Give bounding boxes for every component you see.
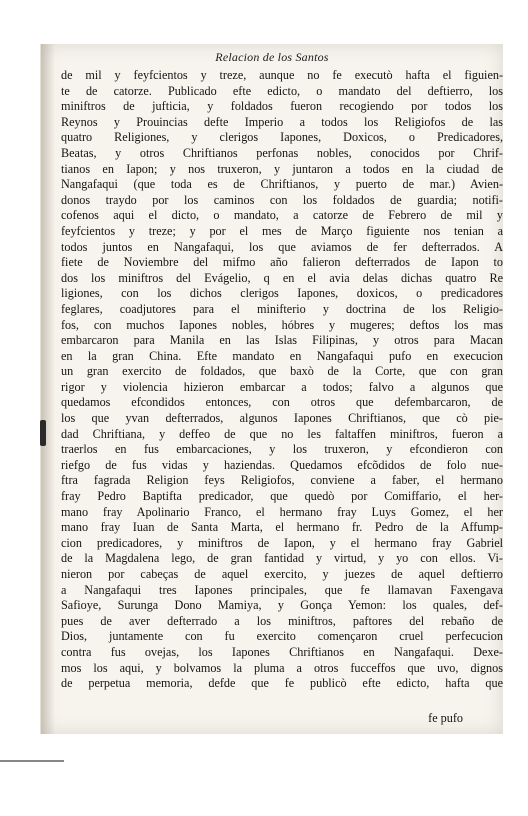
text-line: quedamos efcondidos entonces, con otros que defembarcaron, de	[61, 395, 503, 410]
text-line: Beatas, y otros Chriftianos perfonas nobles, conocidos por Chrif-	[61, 145, 503, 160]
text-line: a Nangafaqui tres Iapones principales, que fe llamavan Faxengava	[61, 582, 503, 597]
text-line: un gran exercito de foldados, que baxò de la Corte, que con gran	[61, 364, 503, 379]
text-line: Nangafaqui (que toda es de Chriftianos, y puerto de mar.) Avien-	[61, 177, 503, 192]
text-line: rigor y violencia hizieron embarcar a todos; falvo a algunos que	[61, 379, 503, 394]
text-line: fos, con muchos Iapones nobles, hóbres y mugeres; deftos los mas	[61, 317, 503, 332]
text-line: Reynos y Prouincias defte Imperio a todos los Religiofos de las	[61, 114, 503, 129]
text-line: donos traydo por los caminos con los foldados de guardia; notifi-	[61, 192, 503, 207]
body-text	[61, 68, 503, 692]
text-line: embarcaron para Manila en las Islas Filipinas, y otros para Macan	[61, 333, 503, 348]
book-page	[40, 44, 503, 734]
text-line: riefgo de fus vidas y haziendas. Quedamos efcõdidos de folo nue-	[61, 457, 503, 472]
text-line: contra fus ovejas, los Iapones Chriftianos en Nangafaqui. Dexe-	[61, 644, 503, 659]
text-line: nieron por cabeças de aquel exercito, y juezes de aquel deftierro	[61, 567, 503, 581]
text-line: traerlos en fus embarcaciones, y los truxeron, y efcondieron con	[61, 442, 503, 457]
text-line: Safioye, Surunga Dono Mamiya, y Gonça Yemon: los quales, def-	[61, 598, 503, 613]
text-line: cofenos aqui el dicto, o mandato, a catorze de Febrero de mil y	[61, 208, 503, 223]
text-line: de perpetua memoria, defde que fe publicò efte edicto, hafta que	[61, 676, 503, 691]
text-line: mano fray Iuan de Santa Marta, el hermano fr. Pedro de la Affump-	[61, 520, 503, 535]
text-line: mos los aqui, y bolvamos la pluma a otros fucceffos que uvo, dignos	[61, 660, 503, 675]
text-line: mano fray Apolinario Franco, el hermano fray Luys Gomez, el her	[61, 504, 503, 519]
text-line: de la Magdalena lego, de gran fantidad y virtud, y yo con ellos. Vi-	[61, 551, 503, 566]
catchword: fe pufo	[428, 711, 463, 725]
text-line: Dios, juntamente con fu exercito començaron cruel perfecucion	[61, 629, 503, 644]
scan-edge-mark	[40, 420, 46, 446]
text-line: cion predicadores, y miniftros de Iapon, y el hermano fray Gabriel	[61, 535, 503, 550]
text-line: fray Pedro Baptifta predicador, que quedò por Comiffario, el her-	[61, 489, 503, 504]
text-line: tianos en Iapon; y nos truxeron, y juntaron a todos en la ciudad de	[61, 161, 503, 176]
text-line: dad Chriftiana, y deffeo de que no les faltaffen miniftros, fueron a	[61, 426, 503, 441]
text-line: de mil y feyfcientos y treze, aunque no fe executò hafta el figuien-	[61, 68, 503, 82]
text-line: dos los miniftros del Evágelio, q en el avia delas dichas quatro Re	[61, 270, 503, 285]
text-line: pues de aver defterrado a los miniftros, paftores del rebaño de	[61, 613, 503, 628]
running-head: Relacion de los Santos	[215, 50, 329, 64]
scan-edge-line	[0, 760, 64, 762]
text-line: miniftros de jufticia, y foldados fueron recogiendo por todos los	[61, 99, 503, 114]
binding-shadow	[41, 44, 55, 734]
text-line: ligiones, con los dichos clerigos Iapones, doxicos, o predicadores	[61, 286, 503, 301]
text-line: ftra fagrada Religion feys Religiofos, conviene a faber, el hermano	[61, 473, 503, 488]
text-line: en la gran China. Efte mandato en Nangafaqui pufo en execucion	[61, 348, 503, 363]
text-line: los que yvan defterrados, algunos Iapones Chriftianos, que cò pie-	[61, 411, 503, 426]
text-line: todos juntos en Nangafaqui, los que aviamos de fer defterrados. A	[61, 239, 503, 254]
text-line: fiete de Noviembre del mifmo año falieron defterrados de Iapon to	[61, 255, 503, 270]
text-line: feglares, coadjutores para el minifterio y doctrina de los Religio-	[61, 301, 503, 316]
text-line: quatro Religiones, y clerigos Iapones, Doxicos, o Predicadores,	[61, 130, 503, 145]
text-line: te de catorze. Publicado efte edicto, o mandato del deftierro, los	[61, 83, 503, 98]
text-line: feyfcientos y treze; y por el mes de Março figuiente nos tenian a	[61, 223, 503, 238]
